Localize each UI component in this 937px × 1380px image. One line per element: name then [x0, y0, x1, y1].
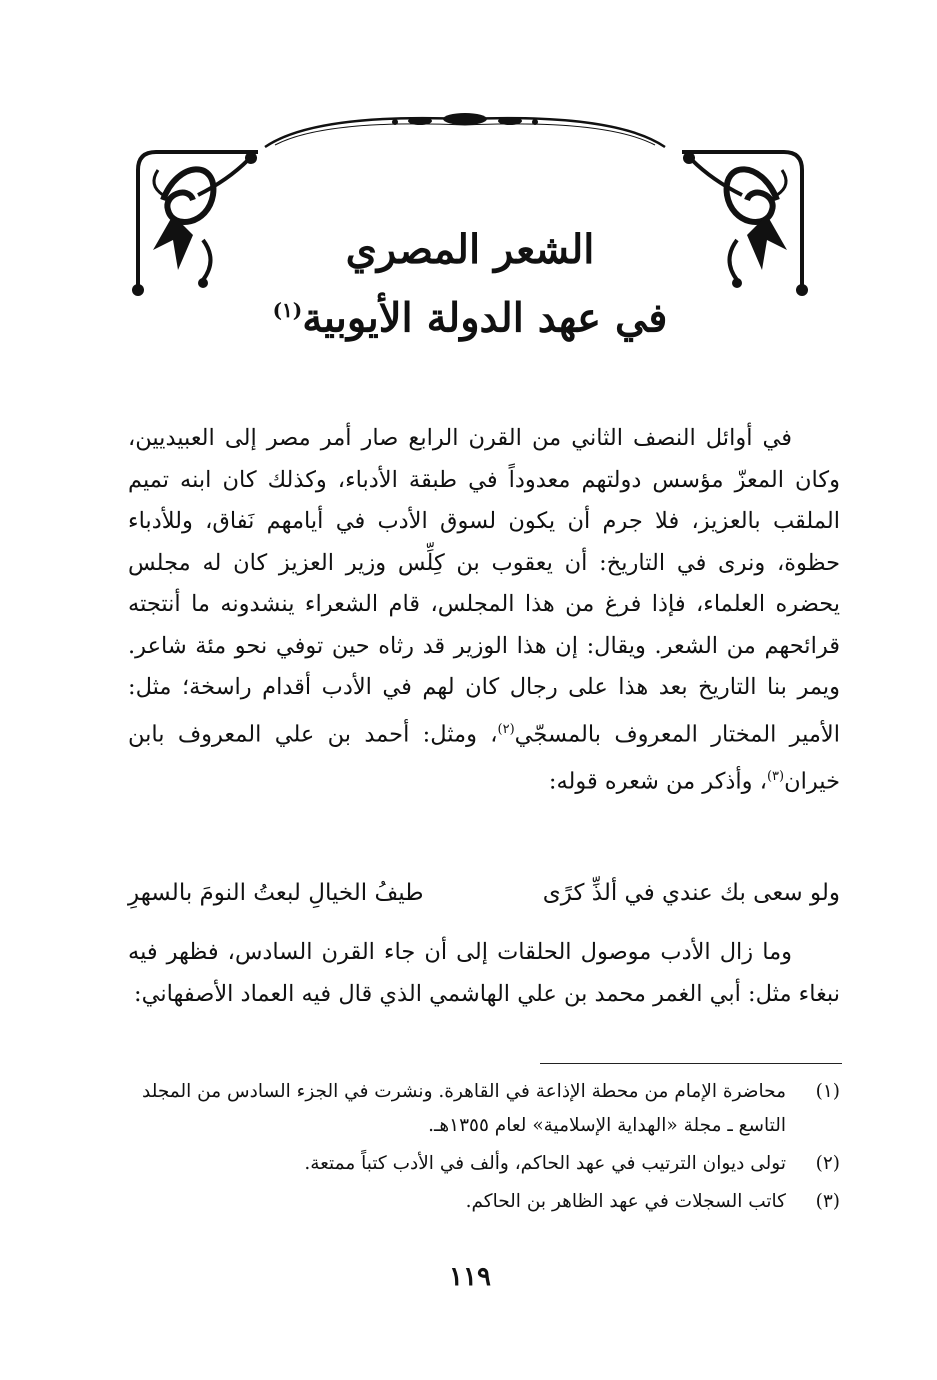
footnote-number: (١) — [815, 1081, 840, 1102]
footnote-text: تولى ديوان الترتيب في عهد الحاكم، وألف في الأدب كتباً ممتعة. — [304, 1153, 786, 1174]
verse-second-hemistich: طيفُ الخيالِ لبعتُ النومَ بالسهرِ — [128, 880, 424, 906]
title-line-2 — [250, 280, 690, 348]
page-number: ١١٩ — [449, 1262, 491, 1292]
footnote-2 — [128, 1147, 842, 1181]
verse — [128, 874, 840, 924]
title-line-2-text: في عهد الدولة الأيوبية — [302, 294, 668, 342]
title-footnote-ref: (١) — [272, 298, 303, 322]
top-ornament — [255, 105, 675, 155]
footnote-text: كاتب السجلات في عهد الظاهر بن الحاكم. — [465, 1191, 786, 1212]
footnote-text: محاضرة الإمام من محطة الإذاعة في القاهرة. ونشرت في الجزء السادس من المجلد التاسع ـ مجلة «الهداية الإسلامية» لعام ١٣٥٥هـ. — [142, 1081, 786, 1136]
footnote-3 — [128, 1185, 842, 1219]
chapter-title — [250, 220, 690, 348]
paragraph-1-part-b: ، ومثل: أحمد بن علي المعروف بابن خيران — [128, 721, 840, 794]
paragraph-1 — [128, 418, 840, 803]
paragraph-2 — [128, 932, 840, 1015]
paragraph-1-part-a: في أوائل النصف الثاني من القرن الرابع صار أمر مصر إلى العبيديين، وكان المعزّ مؤسس دولتهم معدوداً في طبقة الأدباء، وكذلك كان ابنه تميم الملقب بالعزيز، فلا جرم أن يكون لسوق الأدب في أيامهم نَفاق، وللأدباء حظوة، ونرى في التاريخ: أن يعقوب بن كِلِّس وزير العزيز كان له مجلس يحضره العلماء، فإذا فرغ من هذا المجلس، قام الشعراء ينشدونه ما أنتجته قرائحهم من الشعر. ويقال: إن هذا الوزير قد رثاه حين توفي نحو مئة شاعر. ويمر بنا التاريخ بعد هذا على رجال كان لهم في الأدب أقدام راسخة؛ مثل: الأمير المختار المعروف بالمسجّي — [128, 425, 840, 747]
paragraph-1-text — [128, 418, 840, 803]
footnote-ref-3: (٣) — [766, 768, 785, 784]
footnote-1 — [128, 1075, 842, 1143]
footnotes — [128, 1075, 842, 1223]
footnote-ref-2: (٢) — [497, 721, 515, 737]
paragraph-2-text: وما زال الأدب موصول الحلقات إلى أن جاء القرن السادس، فظهر فيه نبغاء مثل: أبي الغمر محمد بن علي الهاشمي الذي قال فيه العماد الأصفهاني: — [128, 939, 840, 1007]
footnote-number: (٢) — [815, 1153, 840, 1174]
corner-ornament-left — [118, 140, 268, 300]
footnote-number: (٣) — [815, 1191, 840, 1212]
footnote-separator — [540, 1063, 842, 1064]
verse-first-hemistich: ولو سعى بك عندي في ألذِّ كرًى — [542, 880, 840, 906]
paragraph-1-part-c: ، وأذكر من شعره قوله: — [548, 768, 767, 794]
corner-ornament-right — [672, 140, 822, 300]
title-line-1: الشعر المصري — [345, 226, 595, 273]
